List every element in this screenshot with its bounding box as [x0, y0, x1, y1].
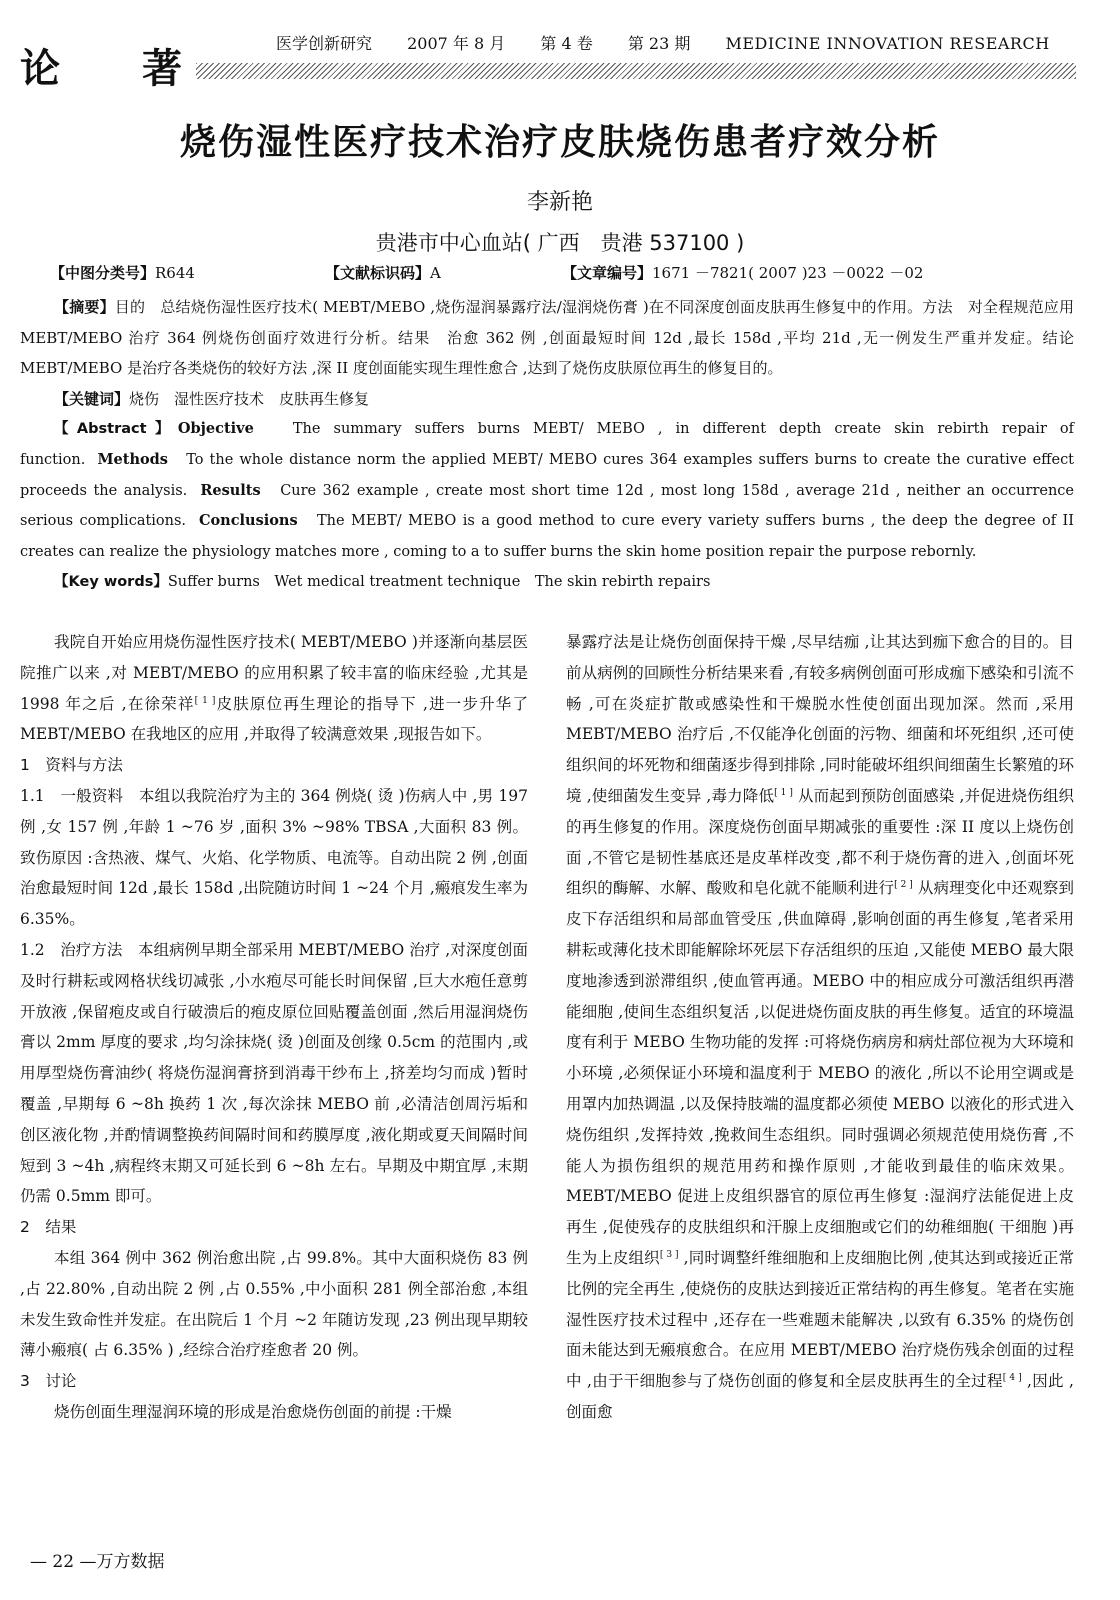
methods-text: To the whole distance norm the applied MEBT/ MEBO cures 364 examples suffers burns to create the curative effect proceeds the analysis. [20, 451, 1075, 499]
doc-code-label: 【文献标识码】 [325, 264, 431, 282]
page-footer [30, 1550, 164, 1574]
results-label: Results [200, 481, 261, 499]
abstract-block [20, 292, 1090, 598]
abstract-en [20, 414, 1074, 567]
results-paragraph: 本组 364 例中 362 例治愈出院 ,占 99.8%。其中大面积烧伤 83 例 ,占 22.80% ,自动出院 2 例 ,占 0.55% ,中小面积 281 例全部治愈 ,本组未发生致命性并发症。在出院后 1 个月 ~2 年随访发现 ,23 例出现早期较薄小瘢痕( 占 6.35% ) ,经综合治疗痊愈者 20 例。 [20, 1248, 528, 1360]
conclusions-label: Conclusions [198, 512, 298, 530]
citation-4: [ 4 ] [1002, 1372, 1022, 1383]
heading-materials-methods: 1 资料与方法 [20, 756, 123, 775]
keywords-cn [20, 384, 1074, 415]
issue-number: 第 23 期 [627, 34, 691, 53]
page-number: — 22 — [30, 1552, 97, 1572]
discussion-part-5: ,因此 ,创面愈 [566, 1372, 1074, 1421]
discussion-part-3: 从病理变化中还观察到皮下存活组织和局部血管受压 ,供血障碍 ,影响创面的再生修复 ,笔者采用耕耘或薄化技术即能解除坏死层下存活组织的压迫 ,又能使 MEBO 最大限度地渗透到淤滞组织 ,使血管再通。MEBO 中的相应成分可激活组织再潜能细胞 ,使间生态组织复活 ,以促进烧伤面皮肤的再生修复。适宜的环境温度有利于 MEBO 生物功能的发挥 :可将烧伤病房和病灶部位视为大环境和小环境 ,必须保证小环境和温度利于 MEBO 的液化 ,所以不论用空调或是用罩内加热调温 ,以及保持肢端的温度都必须使 MEBO 以液化的形式进入烧伤组织 ,发挥持效 ,挽救间生态组织。同时强调必须规范使用烧伤膏 ,不能人为损伤组织的规范用药和操作原则 ,才能收到最佳的临床效果。MEBT/MEBO 促进上皮组织器官的原位再生修复 :湿润疗法能促进上皮再生 ,促使残存的皮肤组织和汗腺上皮细胞或它们的幼稚细胞( 干细胞 )再生为上皮组织 [566, 879, 1074, 1267]
discussion-part-1: 暴露疗法是让烧伤创面保持干燥 ,尽早结痂 ,让其达到痂下愈合的目的。目前从病例的回顾性分析结果来看 ,有较多病例创面可形成痂下感染和引流不畅 ,可在炎症扩散或感染性和干燥脱水性使创面出现加深。然而 ,采用 MEBT/MEBO 治疗后 ,不仅能净化创面的污物、细菌和坏死组织 ,还可使组织间的坏死物和细菌逐步得到排除 ,同时能破坏组织间细菌生长繁殖的环境 ,使细菌发生变异 ,毒力降低 [566, 633, 1074, 805]
results-text: Cure 362 example , create most short time 12d , most long 158d , average 21d , neither an occurrence serious complications. [20, 482, 1074, 530]
citation-2: [ 2 ] [894, 880, 913, 891]
header-hatch-rule [196, 63, 1076, 79]
discussion-paragraph: 烧伤创面生理湿润环境的形成是治愈烧伤创面的前提 :干燥 [54, 1402, 452, 1421]
author-affiliation: 贵港市中心血站( 广西 贵港 537100 ) [375, 231, 745, 255]
journal-name-cn: 医学创新研究 [276, 34, 373, 53]
methods-label: Methods [97, 450, 168, 468]
issue-date: 2007 年 8 月 [407, 34, 506, 53]
article-id-value: 1671 －7821( 2007 )23 －0022 －02 [652, 264, 924, 282]
citation-1: [ 1 ] [194, 695, 216, 706]
body-column-right [566, 627, 1074, 1428]
running-head [276, 34, 1050, 54]
discussion-part-2: 从而起到预防创面感染 ,并促进烧伤组织的再生修复的作用。深度烧伤创面早期减张的重要性 :深 II 度以上烧伤创面 ,不管它是韧性基底还是皮革样改变 ,都不利于烧伤膏的进入 ,创面坏死组织的酶解、水解、酸败和皂化就不能顺利进行 [566, 786, 1074, 898]
discussion-part-4: ,同时调整纤维细胞和上皮细胞比例 ,使其达到或接近正常比例的完全再生 ,使烧伤的皮肤达到接近正常结构的再生修复。笔者在实施湿性医疗技术过程中 ,还存在一些难题未能解决 ,以致有 6.35% 的烧伤创面未能达到无瘢痕愈合。在应用 MEBT/MEBO 治疗烧伤残余创面的过程中 ,由于干细胞参与了烧伤创面的修复和全层皮肤再生的全过程 [566, 1248, 1074, 1391]
intro-text-tail: 皮肤原位再生理论的指导下 ,进一步升华了 MEBT/MEBO 在我地区的应用 ,并取得了较满意效果 ,现报告如下。 [20, 694, 528, 744]
section-tag [20, 44, 184, 94]
conclusions-text: The MEBT/ MEBO is a good method to cure every variety suffers burns , the deep the degree of II creates can realize the physiology matches more , coming to a to suffer burns the skin home position repair the purpose rebornly. [20, 513, 1075, 560]
abstract-cn-text: 目的 总结烧伤湿性医疗技术( MEBT/MEBO ,烧伤湿润暴露疗法/湿润烧伤膏 )在不同深度创面皮肤再生修复中的作用。方法 对全程规范应用 MEBT/MEBO 治疗 364 例烧伤创面疗效进行分析。结果 治愈 362 例 ,创面最短时间 12d ,最长 158d ,平均 21d ,无一例发生严重并发症。结论 MEBT/MEBO 是治疗各类烧伤的较好方法 ,深 II 度创面能实现生理性愈合 ,达到了烧伤皮肤原位再生的修复目的。 [20, 298, 1090, 378]
section-tag-char-2: 著 [142, 46, 184, 92]
keywords-en-label: 【Key words】 [54, 574, 168, 591]
article-title: 烧伤湿性医疗技术治疗皮肤烧伤患者疗效分析 [179, 122, 940, 163]
section-tag-char-1: 论 [20, 46, 62, 92]
abstract-cn-label: 【摘要】 [54, 298, 115, 316]
discussion-continued [566, 627, 1074, 1428]
document-code [325, 262, 441, 284]
treatment-paragraph: 1.2 治疗方法 本组病例早期全部采用 MEBT/MEBO 治疗 ,对深度创面及时行耕耘或网格状线切减张 ,小水疱尽可能长时间保留 ,巨大水疱任意剪开放液 ,保留疱皮或自行破溃后的疱皮原位回贴覆盖创面 ,然后用湿润烧伤膏以 2mm 厚度的要求 ,均匀涂抹烧( 烫 )创面及创缘 0.5cm 的范围内 ,或用厚型烧伤膏油纱( 将烧伤湿润膏挤到消毒干纱布上 ,挤差均匀而成 )暂时覆盖 ,早期每 6 ~8h 换药 1 次 ,每次涂抹 MEBO 前 ,必清洁创周污垢和创区液化物 ,并酌情调整换药间隔时间和药膜厚度 ,液化期或夏天间隔时间短到 3 ~4h ,病程终末期又可延长到 6 ~8h 左右。早期及中期宜厚 ,末期仍需 0.5mm 即可。 [20, 940, 528, 1206]
journal-name-en: MEDICINE INNOVATION RESEARCH [725, 34, 1050, 53]
objective-label: Objective [177, 420, 254, 438]
keywords-en-text: Suffer burns Wet medical treatment technique The skin rebirth repairs [167, 574, 711, 591]
doc-code-value: A [430, 264, 441, 282]
keywords-cn-text: 烧伤 湿性医疗技术 皮肤再生修复 [129, 389, 370, 408]
keywords-cn-label: 【关键词】 [54, 389, 130, 408]
heading-results: 2 结果 [20, 1218, 77, 1237]
wanfang-watermark: 万方数据 [96, 1552, 165, 1572]
objective-text: The summary suffers burns MEBT/ MEBO , in different depth create skin rebirth repair of function. [20, 421, 1074, 468]
clc-value: R644 [155, 264, 195, 282]
intro-paragraph [20, 627, 528, 750]
clc-label: 【中图分类号】 [50, 264, 156, 282]
citation-1b: [ 1 ] [774, 787, 793, 798]
article-id [562, 262, 923, 284]
intro-text: 我院自开始应用烧伤湿性医疗技术( MEBT/MEBO )并逐渐向基层医院推广以来 ,对 MEBT/MEBO 的应用积累了较丰富的临床经验 ,尤其是 1998 年之后 ,在徐荣祥 [20, 633, 528, 713]
article-author: 李新艳 [526, 190, 593, 215]
article-id-label: 【文章编号】 [562, 264, 653, 282]
body-column-left [20, 627, 528, 1428]
citation-3: [ 3 ] [659, 1249, 679, 1260]
general-data-paragraph: 1.1 一般资料 本组以我院治疗为主的 364 例烧( 烫 )伤病人中 ,男 197 例 ,女 157 例 ,年龄 1 ~76 岁 ,面积 3% ~98% TBSA ,大面积 83 例。致伤原因 :含热液、煤气、火焰、化学物质、电流等。自动出院 2 例 ,创面治愈最短时间 12d ,最长 158d ,出院随访时间 1 ~24 个月 ,瘢痕发生率为 6.35%。 [20, 786, 528, 929]
abstract-cn [20, 292, 1090, 384]
clc-number [50, 262, 195, 284]
heading-discussion: 3 讨论 [20, 1372, 77, 1391]
abstract-en-label: 【Abstract】 [54, 421, 178, 438]
volume: 第 4 卷 [540, 34, 593, 53]
keywords-en [20, 567, 1074, 598]
